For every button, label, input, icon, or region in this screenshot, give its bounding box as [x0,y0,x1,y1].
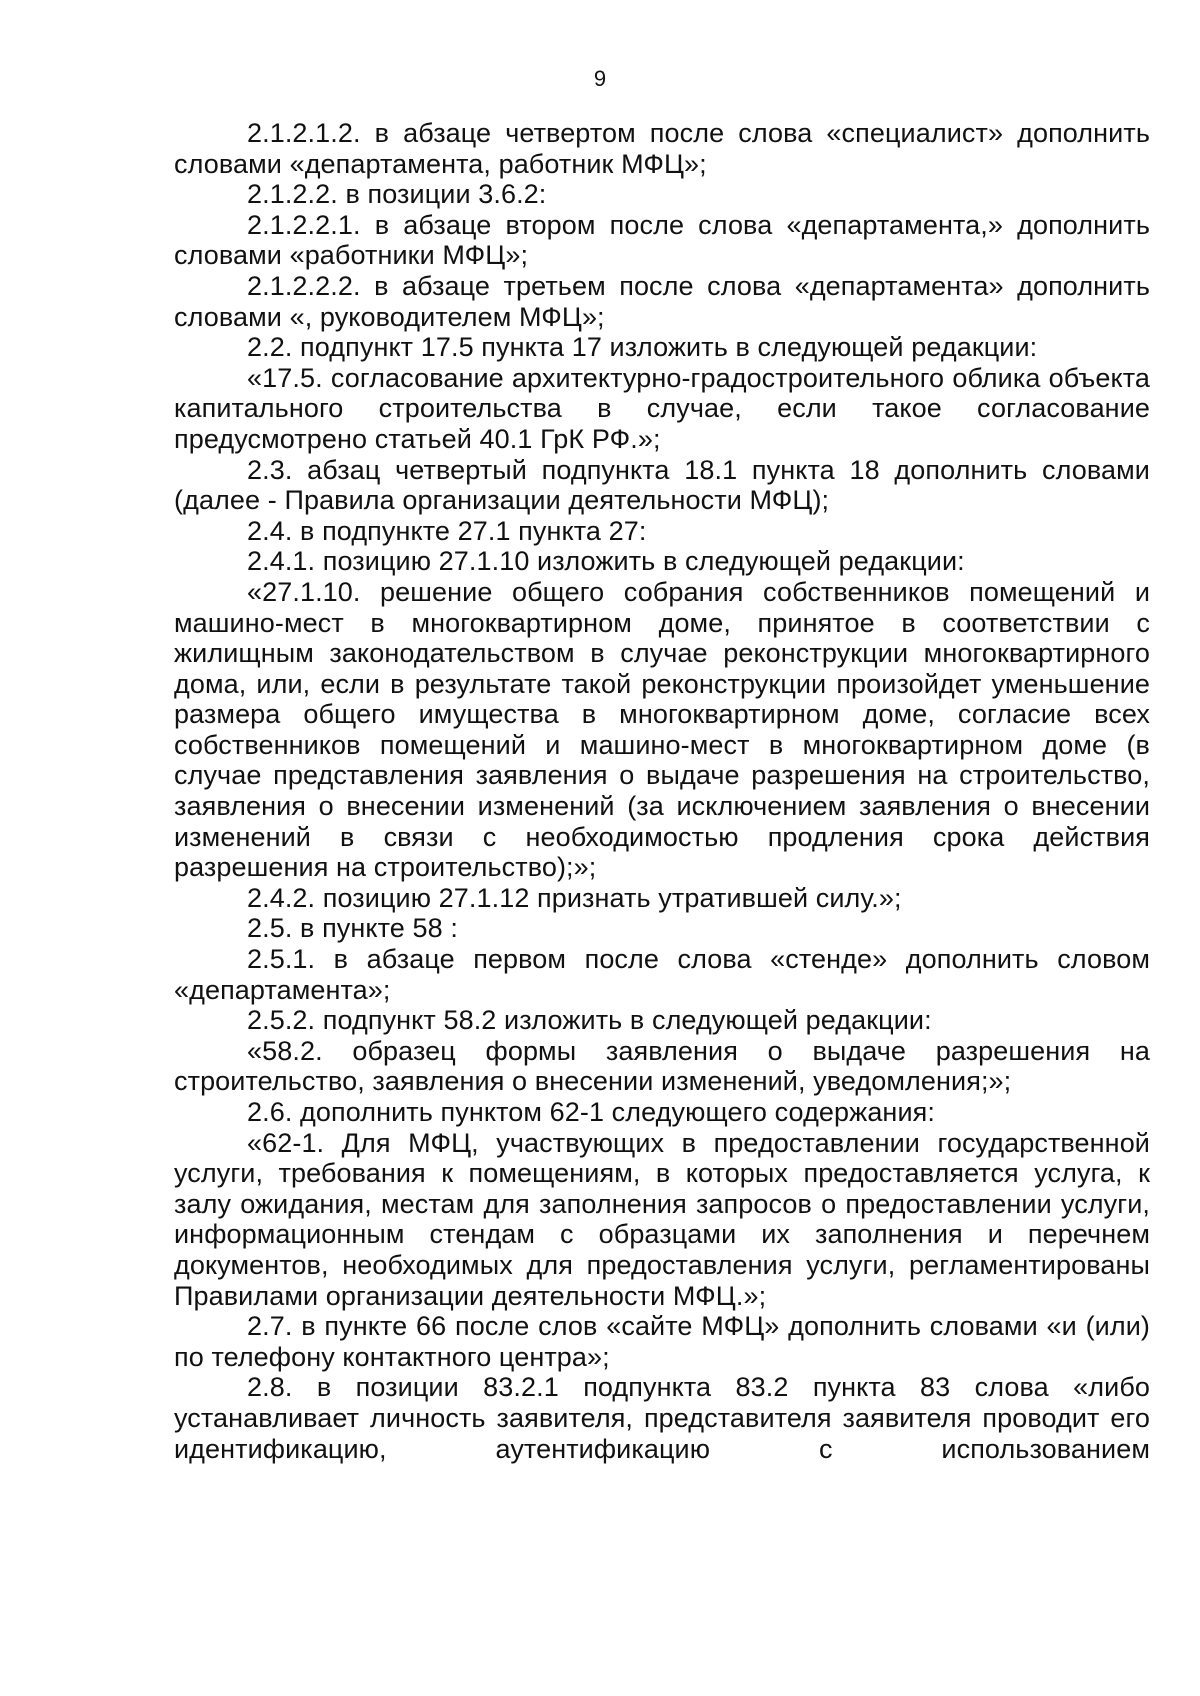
paragraph-2-7: 2.7. в пункте 66 после слов «сайте МФЦ» дополнить словами «и (или) по телефону контактного центра»; [174,1311,1150,1372]
paragraph-2-4-2: 2.4.2. позицию 27.1.12 признать утратившей силу.»; [247,882,902,913]
paragraph-quote-17-5: «17.5. согласование архитектурно-градостроительного облика объекта капитального строительства в случае, если такое согласование предусмотрено статьей 40.1 ГрК РФ.»; [174,362,1150,454]
paragraph-2-1-2-2: 2.1.2.2. в позиции 3.6.2: [247,179,547,210]
paragraph-2-8: 2.8. в позиции 83.2.1 подпункта 83.2 пункта 83 слова «либо устанавливает личность заявителя, представителя заявителя проводит его идентификацию, аутентификацию с использованием [174,1372,1150,1464]
page-number: 9 [593,66,607,91]
paragraph-2-4-1: 2.4.1. позицию 27.1.10 изложить в следующей редакции: [247,546,965,577]
paragraph-2-1-2-2-2: 2.1.2.2.2. в абзаце третьем после слова «департамента» дополнить словами «, руководителем МФЦ»; [174,270,1150,332]
paragraph-2-1-2-1-2: 2.1.2.1.2. в абзаце четвертом после слова «специалист» дополнить словами «департамента, работник МФЦ»; [174,118,1150,179]
document-body [174,118,1150,1464]
paragraph-2-5-2: 2.5.2. подпункт 58.2 изложить в следующей редакции: [247,1005,932,1036]
paragraph-2-2: 2.2. подпункт 17.5 пункта 17 изложить в следующей редакции: [247,332,1038,363]
paragraph-quote-27-1-10: «27.1.10. решение общего собрания собственников помещений и машино-мест в многоквартирном доме, принятое в соответствии с жилищным законодательством в случае реконструкции многоквартирного дома, или, если в результате такой реконструкции произойдет уменьшение размера общего имущества в многоквартирном доме, согласие всех собственников помещений и машино-мест в многоквартирном доме (в случае представления заявления о выдаче разрешения на строительство, заявления о внесении изменений (за исключением заявления о внесении изменений в связи с необходимостью продления срока действия разрешения на строительство);»; [174,576,1150,883]
paragraph-2-5-1: 2.5.1. в абзаце первом после слова «стенде» дополнить словом «департамента»; [174,944,1150,1005]
paragraph-2-5: 2.5. в пункте 58 : [247,913,458,944]
paragraph-quote-58-2: «58.2. образец формы заявления о выдаче разрешения на строительство, заявления о внесении изменений, уведомления;»; [174,1035,1150,1097]
paragraph-2-1-2-2-1: 2.1.2.2.1. в абзаце втором после слова «департамента,» дополнить словами «работники МФЦ»; [174,209,1150,271]
paragraph-2-4: 2.4. в подпункте 27.1 пункта 27: [247,515,647,546]
paragraph-quote-62-1: «62-1. Для МФЦ, участвующих в предоставлении государственной услуги, требования к помещениям, в которых предоставляется услуга, к залу ожидания, местам для заполнения запросов о предоставлении услуги, информационным стендам с образцами их заполнения и перечнем документов, необходимых для предоставления услуги, регламентированы Правилами организации деятельности МФЦ.»; [174,1127,1150,1311]
paragraph-2-6: 2.6. дополнить пунктом 62-1 следующего содержания: [247,1097,935,1127]
paragraph-2-3: 2.3. абзац четвертый подпункта 18.1 пункта 18 дополнить словами (далее - Правила организации деятельности МФЦ); [174,454,1150,516]
